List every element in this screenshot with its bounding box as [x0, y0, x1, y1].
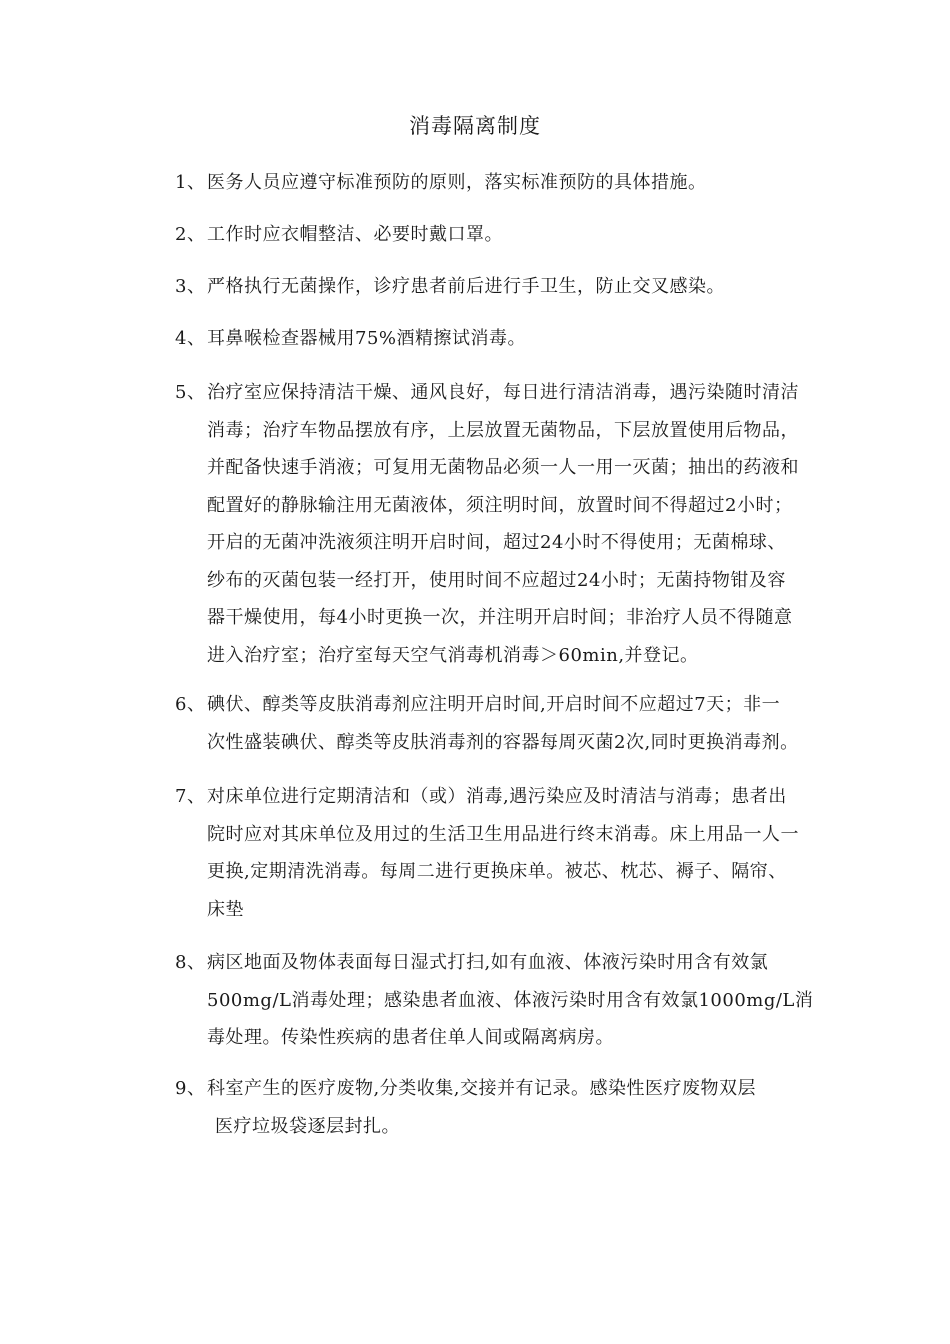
- list-item-2: [175, 216, 835, 254]
- item-text: 次性盛装碘伏、醇类等皮肤消毒剂的容器每周灭菌2次,同时更换消毒剂。: [207, 731, 799, 753]
- list-item-7: [175, 778, 835, 928]
- list-item-5: [175, 374, 835, 674]
- list-item-6: [175, 686, 835, 761]
- item-text: 病区地面及物体表面每日湿式打扫,如有血液、体液污染时用含有效氯: [207, 952, 769, 973]
- item-number: 2、: [175, 224, 206, 245]
- item-text: 开启的无菌冲洗液须注明开启时间，超过24小时不得使用；无菌棉球、: [207, 532, 786, 553]
- item-number: 9、: [175, 1078, 206, 1099]
- item-number: 4、: [175, 328, 206, 349]
- item-text: 进入治疗室；治疗室每天空气消毒机消毒＞60min,并登记。: [207, 644, 699, 666]
- list-item-4: [175, 320, 835, 358]
- item-text: 毒处理。传染性疾病的患者住单人间或隔离病房。: [207, 1027, 614, 1048]
- list-item-3: [175, 268, 835, 306]
- item-text: 纱布的灭菌包装一经打开，使用时间不应超过24小时；无菌持物钳及容: [207, 569, 786, 591]
- item-number: 8、: [175, 952, 206, 973]
- item-text: 对床单位进行定期清洁和（或）消毒,遇污染应及时清洁与消毒；患者出: [207, 786, 787, 807]
- item-text: 消毒；治疗车物品摆放有序，上层放置无菌物品，下层放置使用后物品，: [207, 419, 799, 441]
- item-text: 更换,定期清洗消毒。每周二进行更换床单。被芯、枕芯、褥子、隔帘、: [207, 861, 787, 882]
- item-text: 500mg/L消毒处理；感染患者血液、体液污染时用含有效氯1000mg/L消: [207, 989, 814, 1011]
- item-text: 医疗垃圾袋逐层封扎。: [215, 1115, 400, 1137]
- list-item-9: [175, 1070, 835, 1145]
- item-text: 严格执行无菌操作，诊疗患者前后进行手卫生，防止交叉感染。: [207, 276, 725, 297]
- item-text: 科室产生的医疗废物,分类收集,交接并有记录。感染性医疗废物双层: [207, 1078, 756, 1099]
- item-text: 床垫: [207, 898, 244, 920]
- item-number: 1、: [175, 172, 206, 193]
- item-number: 5、: [175, 382, 206, 403]
- item-text: 器干燥使用，每4小时更换一次，并注明开启时间；非治疗人员不得随意: [207, 607, 793, 628]
- item-text: 院时应对其床单位及用过的生活卫生用品进行终末消毒。床上用品一人一: [207, 823, 799, 845]
- list-item-1: [175, 164, 835, 202]
- item-number: 6、: [175, 694, 206, 715]
- item-text: 碘伏、醇类等皮肤消毒剂应注明开启时间,开启时间不应超过7天；非一: [207, 694, 781, 715]
- item-number: 7、: [175, 786, 206, 807]
- item-text: 耳鼻喉检查器械用75%酒精擦试消毒。: [207, 328, 527, 349]
- item-text: 并配备快速手消液；可复用无菌物品必须一人一用一灭菌；抽出的药液和: [207, 457, 799, 478]
- item-text: 工作时应衣帽整洁、必要时戴口罩。: [207, 224, 503, 245]
- item-text: 治疗室应保持清洁干燥、通风良好，每日进行清洁消毒，遇污染随时清洁: [207, 382, 799, 403]
- item-text: 配置好的静脉输注用无菌液体，须注明时间，放置时间不得超过2小时；: [207, 494, 793, 516]
- document-title: 消毒隔离制度: [409, 114, 541, 138]
- item-number: 3、: [175, 276, 206, 297]
- list-item-8: [175, 944, 835, 1057]
- item-text: 医务人员应遵守标准预防的原则，落实标准预防的具体措施。: [207, 172, 707, 193]
